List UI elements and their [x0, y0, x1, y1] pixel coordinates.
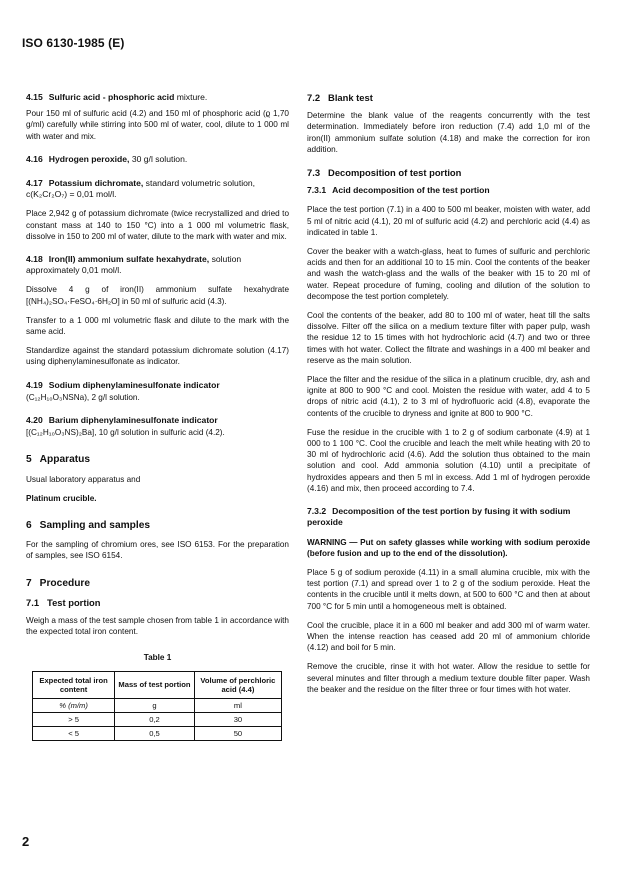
section-title: Potassium dichromate, [48, 178, 144, 189]
section-4-18-text-2: Transfer to a 1 000 ml volumetric flask and dilute to the mark with the same acid. [26, 315, 289, 337]
section-4-16-heading [26, 154, 289, 165]
section-number: 4.20 [26, 415, 43, 426]
section-4-19-text: (C₁₂H₁₀O₃NSNa), 2 g/l solution. [26, 392, 140, 402]
section-title: Iron(II) ammonium sulfate hexahydrate, [48, 254, 210, 265]
table-cell: > 5 [33, 712, 115, 726]
table-cell: % (m/m) [33, 698, 115, 712]
section-number: 4.17 [26, 178, 43, 189]
section-title: Hydrogen peroxide, [48, 153, 130, 164]
section-subtitle: solution approximately 0,01 mol/l. [26, 254, 242, 276]
table-header-cell: Mass of test portion [115, 671, 195, 698]
section-title: Apparatus [39, 454, 91, 466]
section-4-18-heading [26, 254, 289, 276]
table-header-cell: Volume of perchloric acid (4.4) [194, 671, 281, 698]
section-title: Sulfuric acid - phosphoric acid [48, 92, 175, 102]
section-number: 4.18 [26, 254, 43, 265]
section-7-3-heading [307, 167, 590, 178]
section-7-3-1-text-1: Place the test portion (7.1) in a 400 to 500 ml beaker, moisten with water, add 5 ml of nitric acid (4.1), 20 ml of sulfuric acid (4.2) and perchloric acid (4.4) as indicated in table 1. [307, 205, 590, 237]
left-column [26, 92, 289, 741]
section-7-3-2-heading [307, 506, 590, 528]
section-number: 7.3 [307, 167, 321, 179]
table-cell: 50 [194, 727, 281, 741]
table-cell: < 5 [33, 727, 115, 741]
table-row [33, 727, 282, 741]
section-4-15-heading [26, 92, 289, 103]
table-row [33, 712, 282, 726]
section-number: 4.16 [26, 153, 43, 164]
section-number: 4.19 [26, 379, 43, 390]
section-6-text: For the sampling of chromium ores, see ISO 6153. For the preparation of samples, see ISO 6154. [26, 540, 289, 561]
section-number: 4.15 [26, 92, 43, 102]
section-number: 7.2 [307, 92, 321, 103]
section-7-3-1-text-3: Cool the contents of the beaker, add 80 to 100 ml of water, heat till the salts dissolve. Filter off the silica on a medium texture filter with paper pulp, wash the residue 12 to 15 times with hot hydrochloric acid (4.7) and two or three times with hot water. Collect the filtrate and washings in a 400 ml beaker and reserve as the main solution. [307, 311, 590, 365]
section-6-heading [26, 520, 289, 531]
section-7-2-heading [307, 92, 590, 103]
section-5-heading [26, 454, 289, 465]
section-7-3-2-text-1: Place 5 g of sodium peroxide (4.11) in a small alumina crucible, mix with the test portion (7.1) and spread over 1 to 2 g of the sodium peroxide. Heat the contents in the crucible until it melts down, at 500 to 600 °C and then at about 700 °C for 5 min until a homogeneous melt is obtained. [307, 567, 590, 611]
section-number: 6 [26, 520, 32, 532]
section-subtitle: mixture. [174, 92, 208, 102]
table-caption: Table 1 [143, 652, 172, 662]
section-number: 5 [26, 454, 32, 466]
section-7-3-2-text-2: Cool the crucible, place it in a 600 ml beaker and add 300 ml of warm water. When the intense reaction has ceased add 20 ml of ammonium chloride (4.12) and boil for 5 min. [307, 620, 590, 653]
section-4-18-text-1: Dissolve 4 g of iron(II) ammonium sulfate hexahydrate [(NH₄)₂SO₄·FeSO₄·6H₂O] in 50 ml of sulfuric acid (4.3). [26, 285, 289, 306]
section-7-3-1-heading [307, 185, 590, 196]
section-title: Test portion [47, 596, 101, 608]
data-table [32, 671, 282, 742]
section-subtitle: standard volumetric solution, c(K₂Cr₂O₇) = 0,01 mol/l. [26, 178, 256, 200]
section-4-20-heading [26, 415, 289, 426]
section-4-17-heading [26, 178, 289, 200]
section-7-3-2-text-3: Remove the crucible, rinse it with hot water. Allow the residue to settle for several minutes and filter through a medium texture double filter paper. Wash the beaker and the residue on the filter three or four times with hot water. [307, 662, 590, 694]
table-header-row [33, 671, 282, 698]
section-7-3-1-text-2: Cover the beaker with a watch-glass, heat to fumes of sulfuric and perchloric acids and then for an additional 10 to 15 min. Cool the contents of the beaker and wash the watch-glass and the walls of the beaker with 15 to 20 ml of water. Repeat procedure of fuming, cooling and dilution of the solution to decompose the test portion completely. [307, 247, 590, 301]
table-cell: 0,2 [115, 712, 195, 726]
section-4-15-text: Pour 150 ml of sulfuric acid (4.2) and 150 ml of phosphoric acid (ϱ 1,70 g/ml) carefully while stirring into 500 ml of water, cool, dilute to 1 000 ml with water and mix. [26, 109, 289, 141]
section-7-1-heading [26, 597, 289, 608]
page-number: 2 [22, 834, 30, 849]
section-7-2-text: Determine the blank value of the reagents concurrently with the test determination. Immediately before iron reduction (7.4) add 1,0 ml of the iron(II) ammonium sulfate solution (4.18) and make the correction for iron addition. [307, 111, 590, 154]
section-title: Decomposition of the test portion by fusing it with sodium peroxide [307, 506, 571, 528]
section-subtitle: 30 g/l solution. [129, 153, 188, 164]
section-number: 7.3.2 [307, 506, 327, 517]
section-4-18-text-3: Standardize against the standard potassium dichromate solution (4.17) using diphenylaminesulfonate as indicator. [26, 346, 289, 367]
table-cell: ml [194, 698, 281, 712]
document-header: ISO 6130-1985 (E) [22, 36, 125, 50]
table-cell: g [115, 698, 195, 712]
section-title: Blank test [328, 92, 373, 103]
right-column [307, 92, 590, 703]
section-5-text: Usual laboratory apparatus and [26, 474, 141, 484]
section-4-19-heading [26, 380, 289, 391]
section-number: 7 [26, 577, 32, 589]
table-cell: 0,5 [115, 727, 195, 741]
section-title: Decomposition of test portion [328, 167, 462, 179]
section-title: Sampling and samples [39, 520, 151, 532]
section-title: Sodium diphenylaminesulfonate indicator [48, 379, 220, 390]
table-cell: 30 [194, 712, 281, 726]
table-header-cell: Expected total iron content [33, 671, 115, 698]
section-title: Procedure [39, 577, 91, 589]
section-number: 7.1 [26, 596, 40, 608]
section-5-item: Platinum crucible. [26, 493, 97, 503]
section-7-3-1-text-5: Fuse the residue in the crucible with 1 to 2 g of sodium carbonate (4.9) at 1 000 to 1 100 °C. Cool the crucible and leach the melt while heating with 20 to 30 ml of hydrochloric acid (4.6). Add the solution thus obtained to the main solution and cool. Add ammonia solution (4.10) until a precipitate of hydroxides appears and then 5 ml in excess. Add 1 ml of hydrogen peroxide (4.16) and mix, then proceed according to 7.4. [307, 427, 590, 493]
section-7-3-1-text-4: Place the filter and the residue of the silica in a platinum crucible, dry, ash and ignite at 800 to 900 °C and cool. Moisten the residue with water, add 4 to 5 drops of nitric acid (4.1), 2 to 3 ml of hydrofluoric acid (4.8), evaporate the contents of the crucible to dryness and ignite at 800 to 900 °C. [307, 375, 590, 418]
section-4-20-text: [(C₁₂H₁₀O₃NS)₂Ba], 10 g/l solution in sulfuric acid (4.2). [26, 428, 225, 438]
section-title: Acid decomposition of the test portion [332, 185, 490, 196]
table-units-row [33, 698, 282, 712]
section-title: Barium diphenylaminesulfonate indicator [48, 415, 218, 426]
safety-warning: WARNING — Put on safety glasses while working with sodium peroxide (before fusion and up to the end of the dissolution). [307, 537, 590, 558]
section-7-1-text: Weigh a mass of the test sample chosen from table 1 in accordance with the expected total iron content. [26, 616, 289, 637]
section-4-17-text: Place 2,942 g of potassium dichromate (twice recrystallized and dried to constant mass at 140 to 150 °C) into a 1 000 ml volumetric flask, dissolve in 150 to 200 ml of water, dilute to the mark with water and mix. [26, 209, 289, 241]
section-number: 7.3.1 [307, 185, 327, 196]
section-7-heading [26, 578, 289, 589]
